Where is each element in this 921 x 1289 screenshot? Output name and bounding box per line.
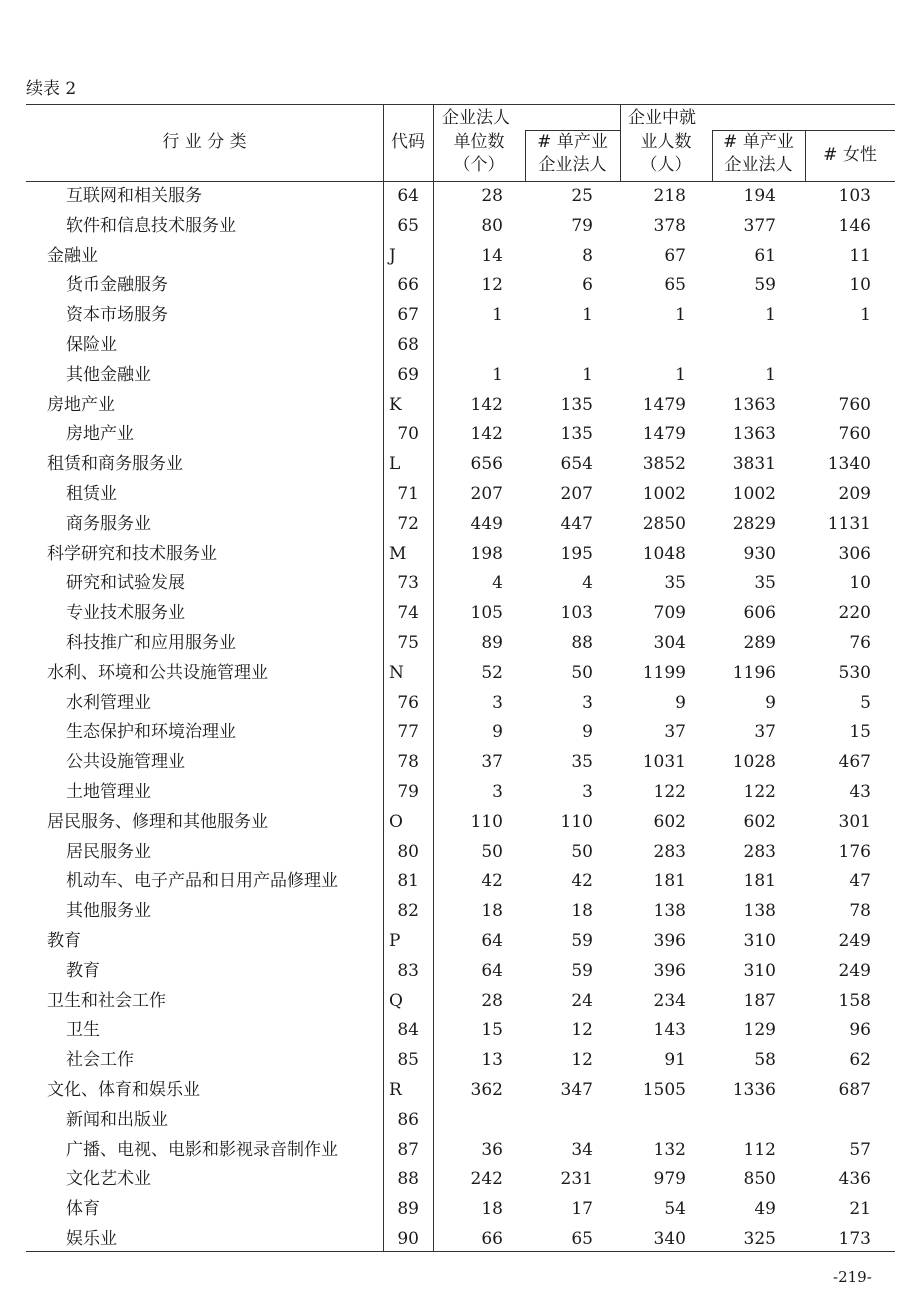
units-value: 105 [470,603,503,624]
single-industry-units-value: 195 [560,543,593,564]
industry-code: 73 [397,573,419,594]
female-value: 47 [849,871,871,892]
single-industry-units-value: 17 [571,1199,593,1220]
female-value: 760 [838,424,871,445]
female-value: 1131 [827,513,871,534]
industry-code: L [389,454,401,475]
female-value: 306 [838,543,871,564]
employed-value: 181 [653,871,686,892]
single-industry-units-value: 135 [560,394,593,415]
units-value: 207 [470,483,503,504]
employed-value: 35 [664,573,686,594]
employed-value: 1505 [642,1079,686,1100]
single-industry-employed-value: 1002 [732,483,776,504]
single-industry-units-value: 50 [571,662,593,683]
table-row [26,182,895,212]
industry-code: P [389,930,401,951]
single-industry-employed-value: 1 [765,305,776,326]
employed-value: 143 [653,1020,686,1041]
header-units [433,131,525,177]
female-value: 249 [838,960,871,981]
industry-code: 71 [397,483,419,504]
industry-code: 72 [397,513,419,534]
header-code: 代码 [391,132,425,152]
industry-name: 水利管理业 [66,692,151,713]
single-industry-employed-value: 1363 [732,394,776,415]
industry-name: 卫生 [66,1020,100,1041]
industry-name: 科学研究和技术服务业 [47,543,217,564]
header-group-legal-entities: 企业法人 [442,108,510,128]
female-value: 15 [849,722,871,743]
single-industry-employed-value: 138 [743,901,776,922]
industry-name: 广播、电视、电影和影视录音制作业 [66,1139,338,1160]
female-value: 62 [849,1050,871,1071]
table-row [26,331,895,361]
header-units-line1: 单位数 [453,132,505,152]
single-industry-employed-value: 122 [743,781,776,802]
industry-name: 其他金融业 [66,364,151,385]
female-value: 1340 [827,454,871,475]
female-value: 173 [838,1228,871,1249]
industry-code: 74 [397,603,419,624]
female-value: 21 [849,1199,871,1220]
industry-name: 娱乐业 [66,1228,117,1249]
industry-code: 65 [397,215,419,236]
female-value: 5 [860,692,871,713]
units-value: 36 [481,1139,503,1160]
single-industry-employed-value: 37 [754,722,776,743]
table-row [26,659,895,689]
table-row [26,1046,895,1076]
industry-name: 社会工作 [66,1050,134,1071]
single-industry-employed-value: 59 [754,275,776,296]
header-group-employment: 企业中就 [628,108,696,128]
single-industry-employed-value: 310 [743,960,776,981]
employed-value: 1031 [642,752,686,773]
single-industry-employed-value: 35 [754,573,776,594]
units-value: 42 [481,871,503,892]
header-single-industry-units-line2: 企业法人 [538,155,607,175]
single-industry-employed-value: 606 [743,603,776,624]
industry-name: 体育 [66,1199,100,1220]
employed-value: 378 [653,215,686,236]
units-value: 64 [481,960,503,981]
employed-value: 122 [653,781,686,802]
industry-name: 新闻和出版业 [66,1109,168,1130]
industry-name: 居民服务、修理和其他服务业 [47,811,268,832]
table-row [26,1165,895,1195]
table-row [26,1076,895,1106]
units-value: 12 [481,275,503,296]
single-industry-units-value: 1 [582,305,593,326]
industry-name: 金融业 [47,245,98,266]
industry-code: 83 [397,960,419,981]
single-industry-units-value: 50 [571,841,593,862]
industry-name: 货币金融服务 [66,275,168,296]
single-industry-units-value: 65 [571,1228,593,1249]
employed-value: 979 [653,1169,686,1190]
table-row [26,987,895,1017]
employed-value: 1199 [642,662,686,683]
industry-name: 水利、环境和公共设施管理业 [47,662,268,683]
female-value: 467 [838,752,871,773]
industry-code: 88 [397,1169,419,1190]
industry-code: 80 [397,841,419,862]
single-industry-units-value: 447 [560,513,593,534]
female-value: 301 [838,811,871,832]
employed-value: 234 [653,990,686,1011]
female-value: 10 [849,275,871,296]
single-industry-units-value: 12 [571,1050,593,1071]
single-industry-units-value: 42 [571,871,593,892]
industry-code: 75 [397,632,419,653]
units-value: 110 [470,811,503,832]
header-single-industry-units [525,131,620,177]
table-row [26,838,895,868]
single-industry-employed-value: 194 [743,186,776,206]
units-value: 28 [481,186,503,206]
table-row [26,510,895,540]
single-industry-units-value: 59 [571,960,593,981]
table-row [26,540,895,570]
table-row [26,1136,895,1166]
units-value: 13 [481,1050,503,1071]
header-employed-line1: 业人数 [640,132,692,152]
single-industry-employed-value: 49 [754,1199,776,1220]
single-industry-employed-value: 129 [743,1020,776,1041]
female-value: 687 [838,1079,871,1100]
table-row [26,808,895,838]
header-single-industry-emp-line2: 企业法人 [724,155,793,175]
units-value: 656 [470,454,503,475]
table-row [26,569,895,599]
table-row [26,748,895,778]
units-value: 198 [470,543,503,564]
industry-code: 89 [397,1199,419,1220]
industry-code: 87 [397,1139,419,1160]
employed-value: 709 [653,603,686,624]
header-employed-line2: （人） [640,155,692,175]
single-industry-units-value: 4 [582,573,593,594]
units-value: 362 [470,1079,503,1100]
single-industry-employed-value: 187 [743,990,776,1011]
employed-value: 1002 [642,483,686,504]
units-value: 142 [470,424,503,445]
table-row [26,1106,895,1136]
female-value: 530 [838,662,871,683]
industry-code: O [389,811,403,832]
employed-value: 132 [653,1139,686,1160]
employed-value: 67 [664,245,686,266]
table-row [26,212,895,242]
table-body [26,182,895,1255]
single-industry-employed-value: 930 [743,543,776,564]
single-industry-units-value: 103 [560,603,593,624]
table-row [26,420,895,450]
units-value: 80 [481,215,503,236]
table-row [26,1016,895,1046]
single-industry-units-value: 59 [571,930,593,951]
female-value: 158 [838,990,871,1011]
industry-code: Q [389,990,403,1011]
table-row [26,778,895,808]
female-value: 43 [849,781,871,802]
single-industry-employed-value: 181 [743,871,776,892]
units-value: 50 [481,841,503,862]
header-single-industry-employed [712,131,805,177]
employed-value: 9 [675,692,686,713]
employed-value: 91 [664,1050,686,1071]
industry-code: 64 [397,186,419,206]
units-value: 242 [470,1169,503,1190]
female-value: 11 [849,245,871,266]
units-value: 89 [481,632,503,653]
page-number: -219- [833,1268,872,1286]
industry-code: 66 [397,275,419,296]
industry-code: 76 [397,692,419,713]
female-value: 220 [838,603,871,624]
single-industry-employed-value: 1 [765,364,776,385]
single-industry-units-value: 347 [560,1079,593,1100]
female-value: 96 [849,1020,871,1041]
industry-name: 租赁和商务服务业 [47,454,183,475]
single-industry-units-value: 6 [582,275,593,296]
single-industry-units-value: 12 [571,1020,593,1041]
industry-name: 租赁业 [66,483,117,504]
single-industry-units-value: 88 [571,632,593,653]
industry-code: 78 [397,752,419,773]
employed-value: 1 [675,364,686,385]
industry-code: J [389,245,396,266]
table-row [26,242,895,272]
female-value: 78 [849,901,871,922]
industry-name: 房地产业 [66,424,134,445]
single-industry-units-value: 654 [560,454,593,475]
single-industry-employed-value: 377 [743,215,776,236]
industry-code: 69 [397,364,419,385]
employed-value: 3852 [642,454,686,475]
single-industry-employed-value: 602 [743,811,776,832]
single-industry-employed-value: 9 [765,692,776,713]
single-industry-units-value: 24 [571,990,593,1011]
table-row [26,301,895,331]
units-value: 18 [481,901,503,922]
single-industry-employed-value: 3831 [732,454,776,475]
units-value: 18 [481,1199,503,1220]
industry-code: 85 [397,1050,419,1071]
table-row [26,450,895,480]
table-row [26,1195,895,1225]
single-industry-units-value: 9 [582,722,593,743]
header-employed [620,131,712,177]
single-industry-employed-value: 325 [743,1228,776,1249]
female-value: 76 [849,632,871,653]
industry-name: 科技推广和应用服务业 [66,632,236,653]
industry-name: 卫生和社会工作 [47,990,166,1011]
industry-name: 生态保护和环境治理业 [66,722,236,743]
female-value: 10 [849,573,871,594]
female-value: 176 [838,841,871,862]
industry-name: 房地产业 [47,394,115,415]
single-industry-units-value: 207 [560,483,593,504]
industry-code: R [389,1079,402,1100]
female-value: 146 [838,215,871,236]
table-row [26,957,895,987]
industry-name: 土地管理业 [66,781,151,802]
employed-value: 304 [653,632,686,653]
units-value: 4 [492,573,503,594]
employed-value: 396 [653,930,686,951]
employed-value: 37 [664,722,686,743]
employed-value: 138 [653,901,686,922]
industry-name: 保险业 [66,334,117,355]
units-value: 1 [492,305,503,326]
single-industry-employed-value: 1028 [732,752,776,773]
industry-code: 79 [397,781,419,802]
header-single-industry-emp-line1: # 单产业 [723,132,794,152]
industry-code: 70 [397,424,419,445]
single-industry-employed-value: 289 [743,632,776,653]
industry-name: 机动车、电子产品和日用产品修理业 [66,871,338,892]
female-value: 760 [838,394,871,415]
female-value: 103 [838,186,871,206]
industry-name: 教育 [66,960,100,981]
industry-name: 专业技术服务业 [66,603,185,624]
industry-name: 其他服务业 [66,901,151,922]
units-value: 15 [481,1020,503,1041]
single-industry-units-value: 3 [582,781,593,802]
table-row [26,718,895,748]
industry-name: 商务服务业 [66,513,151,534]
table-row [26,271,895,301]
female-value: 249 [838,930,871,951]
industry-code: 81 [397,871,419,892]
units-value: 1 [492,364,503,385]
table-bottom-rule [26,1251,895,1252]
employed-value: 1 [675,305,686,326]
header-single-industry-units-line1: # 单产业 [537,132,608,152]
female-value: 436 [838,1169,871,1190]
industry-code: 90 [397,1228,419,1249]
single-industry-employed-value: 1196 [732,662,776,683]
single-industry-units-value: 25 [571,186,593,206]
units-value: 14 [481,245,503,266]
units-value: 9 [492,722,503,743]
employed-value: 1479 [642,394,686,415]
table-row [26,867,895,897]
header-industry: 行 业 分 类 [162,132,247,152]
units-value: 64 [481,930,503,951]
table-row [26,480,895,510]
employed-value: 65 [664,275,686,296]
units-value: 3 [492,781,503,802]
units-value: 449 [470,513,503,534]
industry-name: 文化、体育和娱乐业 [47,1079,200,1100]
header-units-line2: （个） [453,155,505,175]
table-row [26,897,895,927]
table-row [26,689,895,719]
single-industry-units-value: 18 [571,901,593,922]
single-industry-units-value: 34 [571,1139,593,1160]
single-industry-units-value: 110 [560,811,593,832]
industry-name: 研究和试验发展 [66,573,185,594]
industry-code: 67 [397,305,419,326]
employed-value: 283 [653,841,686,862]
single-industry-employed-value: 1363 [732,424,776,445]
industry-code: 77 [397,722,419,743]
single-industry-employed-value: 58 [754,1050,776,1071]
single-industry-units-value: 35 [571,752,593,773]
table-caption: 续表 2 [26,79,77,99]
industry-name: 公共设施管理业 [66,752,185,773]
industry-name: 居民服务业 [66,841,151,862]
employed-value: 218 [653,186,686,206]
table-row [26,361,895,391]
industry-code: N [389,662,404,683]
industry-name: 资本市场服务 [66,305,168,326]
single-industry-units-value: 1 [582,364,593,385]
female-value: 1 [860,305,871,326]
employed-value: 396 [653,960,686,981]
industry-code: 84 [397,1020,419,1041]
employed-value: 54 [664,1199,686,1220]
header-female: # 女性 [823,145,877,165]
industry-name: 互联网和相关服务 [66,186,202,206]
table-row [26,629,895,659]
industry-code: M [389,543,407,564]
single-industry-units-value: 8 [582,245,593,266]
industry-code: 82 [397,901,419,922]
employed-value: 340 [653,1228,686,1249]
employed-value: 2850 [642,513,686,534]
single-industry-employed-value: 283 [743,841,776,862]
units-value: 142 [470,394,503,415]
single-industry-units-value: 135 [560,424,593,445]
industry-code: 68 [397,334,419,355]
single-industry-employed-value: 1336 [732,1079,776,1100]
single-industry-employed-value: 310 [743,930,776,951]
table-row [26,927,895,957]
female-value: 209 [838,483,871,504]
single-industry-employed-value: 850 [743,1169,776,1190]
single-industry-employed-value: 2829 [732,513,776,534]
single-industry-units-value: 231 [560,1169,593,1190]
units-value: 28 [481,990,503,1011]
single-industry-units-value: 79 [571,215,593,236]
table-top-rule [26,104,895,105]
employed-value: 602 [653,811,686,832]
units-value: 52 [481,662,503,683]
female-value: 57 [849,1139,871,1160]
single-industry-employed-value: 112 [743,1139,776,1160]
table-row [26,391,895,421]
table-row [26,599,895,629]
industry-code: K [389,394,402,415]
units-value: 3 [492,692,503,713]
industry-name: 文化艺术业 [66,1169,151,1190]
industry-code: 86 [397,1109,419,1130]
employed-value: 1048 [642,543,686,564]
single-industry-units-value: 3 [582,692,593,713]
single-industry-employed-value: 61 [754,245,776,266]
industry-name: 教育 [47,930,81,951]
employed-value: 1479 [642,424,686,445]
units-value: 37 [481,752,503,773]
industry-name: 软件和信息技术服务业 [66,215,236,236]
units-value: 66 [481,1228,503,1249]
